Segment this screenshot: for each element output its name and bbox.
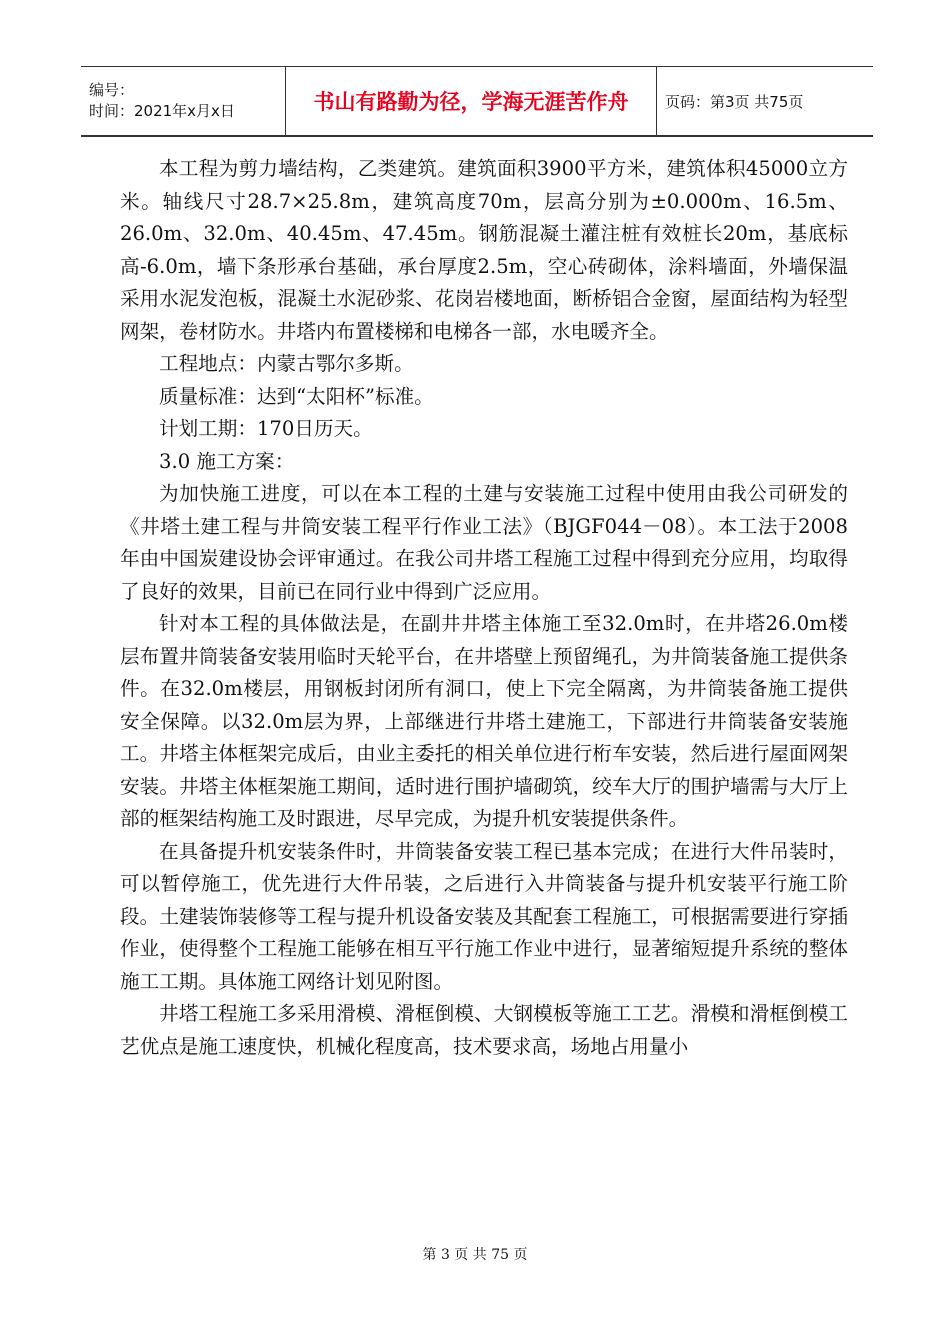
paragraph-project-location: 工程地点：内蒙古鄂尔多斯。 xyxy=(159,352,414,375)
paragraph-formwork: 井塔工程施工多采用滑模、滑框倒模、大钢模板等施工工艺。滑模和滑框倒模工艺优点是施工速度快，机械化程度高，技术要求高，场地占用量小 xyxy=(120,1002,848,1058)
header-meta-cell xyxy=(81,67,286,137)
document-time-label: 时间：2021年x月x日 xyxy=(89,102,235,120)
section-heading-construction-plan: 3.0 施工方案： xyxy=(159,449,295,473)
page-footer: 第 3 页 共 75 页 xyxy=(422,1247,528,1263)
page-header xyxy=(81,66,873,137)
header-motto: 书山有路勤为径，学海无涯苦作舟 xyxy=(286,67,657,137)
paragraph-specific-approach: 针对本工程的具体做法是，在副井井塔主体施工至32.0m时，在井塔26.0m楼层布置井筒装备安装用临时天轮平台，在井塔壁上预留绳孔，为井筒装备施工提供条件。在32.0m楼层，用钢板封闭所有洞口，使上下完全隔离，为井筒装备施工提供安全保障。以32.0m层为界，上部继进行井塔土建施工，下部进行井筒装备安装施工。井塔主体框架完成后，由业主委托的相关单位进行桁车安装，然后进行屋面网架安装。井塔主体框架施工期间，适时进行围护墙砌筑，绞车大厅的围护墙需与大厅上部的框架结构施工及时跟进，尽早完成，为提升机安装提供条件。 xyxy=(120,612,848,830)
document-number-label: 编号： xyxy=(89,81,135,99)
paragraph-quality-standard: 质量标准：达到“太阳杯”标准。 xyxy=(159,384,434,408)
header-page-info: 页码：第3页 共75页 xyxy=(657,67,874,137)
paragraph-schedule: 计划工期：170日历天。 xyxy=(159,417,373,440)
paragraph-method: 为加快施工进度，可以在本工程的土建与安装施工过程中使用由我公司研发的《井塔土建工程与井筒安装工程平行作业工法》（BJGF044－08）。本工法于2008年由中国炭建设协会评审通过。在我公司井塔工程施工过程中得到充分应用，均取得了良好的效果，目前已在同行业中得到广泛应用。 xyxy=(120,482,848,603)
paragraph-hoist-installation: 在具备提升机安装条件时，井筒装备安装工程已基本完成；在进行大件吊装时，可以暂停施工，优先进行大件吊装，之后进行入井筒装备与提升机安装平行施工阶段。土建装饰装修等工程与提升机设备安装及其配套工程施工，可根据需要进行穿插作业，使得整个工程施工能够在相互平行施工作业中进行，显著缩短提升系统的整体施工工期。具体施工网络计划见附图。 xyxy=(120,839,848,993)
document-body xyxy=(120,153,848,1063)
paragraph-project-overview: 本工程为剪力墙结构，乙类建筑。建筑面积3900平方米，建筑体积45000立方米。轴线尺寸28.7×25.8m，建筑高度70m，层高分别为±0.000m、16.5m、26.0m、32.0m、40.45m、47.45m。钢筋混凝土灌注桩有效桩长20m，基底标高-6.0m，墙下条形承台基础，承台厚度2.5m，空心砖砌体，涂料墙面，外墙保温采用水泥发泡板，混凝土水泥砂浆、花岗岩楼地面，断桥铝合金窗，屋面结构为轻型网架，卷材防水。井塔内布置楼梯和电梯各一部，水电暖齐全。 xyxy=(120,157,848,343)
